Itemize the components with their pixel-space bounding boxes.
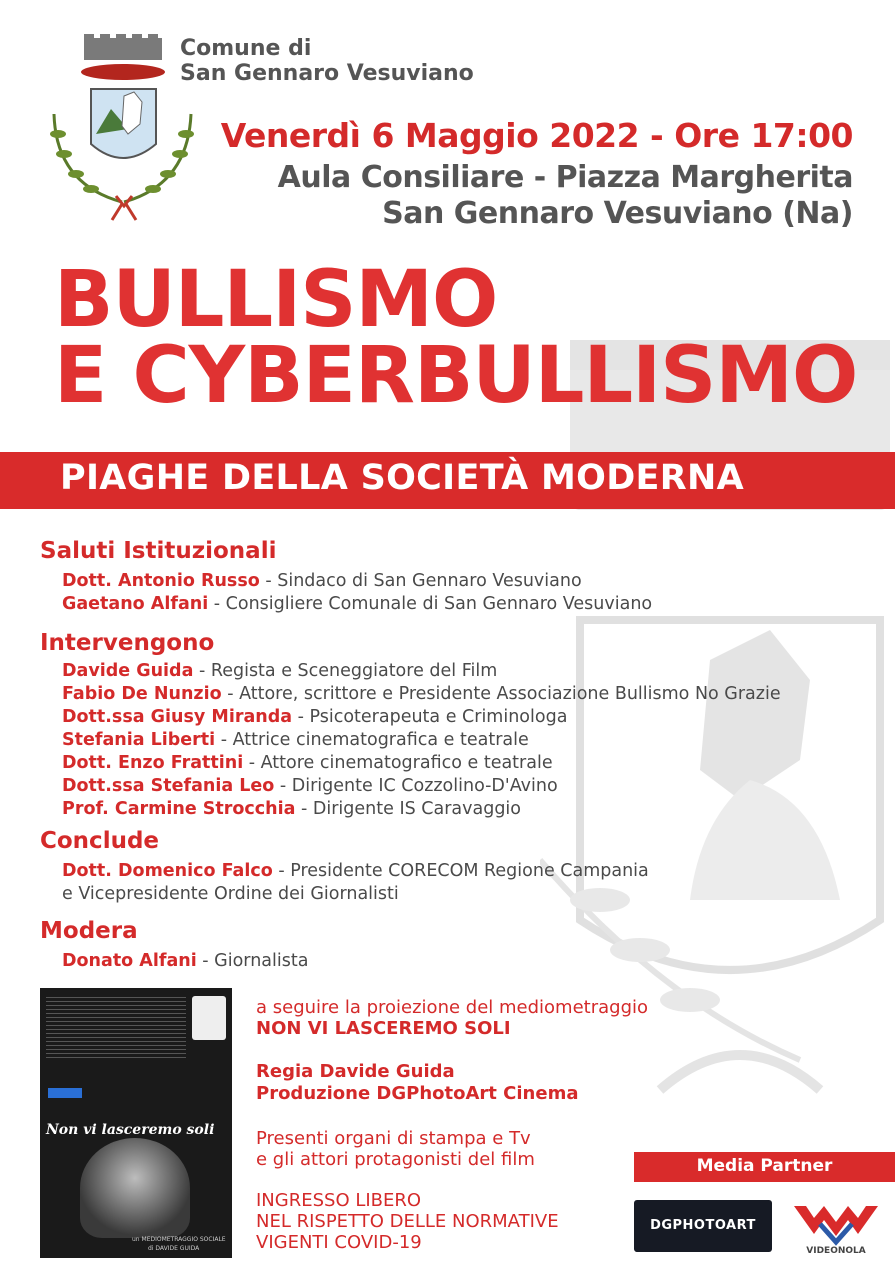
speaker-role: - Giornalista xyxy=(196,951,309,971)
speaker-name: Dott.ssa Giusy Miranda xyxy=(62,707,293,727)
speaker-name: Donato Alfani xyxy=(62,951,197,971)
speaker-line xyxy=(62,730,529,750)
speaker-role-continued: e Vicepresidente Ordine dei Giornalisti xyxy=(62,884,399,904)
speaker-line xyxy=(62,776,558,796)
event-place xyxy=(278,160,853,232)
poster-girl-image xyxy=(80,1138,190,1238)
speaker-role: - Presidente CORECOM Regione Campania xyxy=(272,861,649,881)
speaker-role: - Attore, scrittore e Presidente Associazione Bullismo No Grazie xyxy=(221,684,781,704)
title-line2: E CYBERBULLISMO xyxy=(54,331,858,421)
entry-line2: NEL RISPETTO DELLE NORMATIVE xyxy=(256,1211,559,1232)
videonola-logo-text: VIDEONOLA xyxy=(806,1246,866,1256)
press-line2: e gli attori protagonisti del film xyxy=(256,1149,535,1170)
speaker-role: - Attrice cinematografica e teatrale xyxy=(215,730,529,750)
dgphotoart-logo-text: DGPHOTOART xyxy=(650,1218,756,1233)
poster-caption2: di DAVIDE GUIDA xyxy=(148,1245,200,1252)
watermark-crest xyxy=(540,300,895,1200)
film-produzione: Produzione DGPhotoArt Cinema xyxy=(256,1083,579,1104)
speaker-name: Gaetano Alfani xyxy=(62,594,209,614)
screening-intro: a seguire la proiezione del mediometraggio xyxy=(256,997,649,1018)
poster-caption1: un MEDIOMETRAGGIO SOCIALE xyxy=(132,1236,226,1243)
section-intervengono-heading: Intervengono xyxy=(40,630,215,656)
speaker-line xyxy=(62,661,497,681)
speaker-role: - Regista e Sceneggiatore del Film xyxy=(193,661,498,681)
speaker-name: Davide Guida xyxy=(62,661,194,681)
speaker-line xyxy=(62,753,553,773)
film-regia: Regia Davide Guida xyxy=(256,1061,455,1082)
comune-crest-icon xyxy=(36,34,204,224)
comune-name xyxy=(180,36,474,86)
speaker-name: Dott. Antonio Russo xyxy=(62,571,260,591)
speaker-line xyxy=(62,571,582,591)
speaker-name: Dott.ssa Stefania Leo xyxy=(62,776,275,796)
poster-logo-icon xyxy=(192,996,226,1040)
entry-line1: INGRESSO LIBERO xyxy=(256,1190,422,1211)
poster-credits-block xyxy=(46,994,186,1060)
speaker-line xyxy=(62,951,308,971)
speaker-line xyxy=(62,799,521,819)
film-title: NON VI LASCEREMO SOLI xyxy=(256,1018,511,1039)
section-saluti-heading: Saluti Istituzionali xyxy=(40,538,277,564)
media-partner-label: Media Partner xyxy=(696,1156,833,1176)
speaker-name: Dott. Domenico Falco xyxy=(62,861,273,881)
speaker-line xyxy=(62,684,781,704)
speaker-line xyxy=(62,594,652,614)
speaker-role: - Psicoterapeuta e Criminologa xyxy=(292,707,568,727)
speaker-role: - Dirigente IS Caravaggio xyxy=(295,799,522,819)
poster-sponsor-logo-icon xyxy=(48,1088,82,1098)
speaker-name: Fabio De Nunzio xyxy=(62,684,222,704)
speaker-line xyxy=(62,707,567,727)
speaker-role: - Consigliere Comunale di San Gennaro Vesuviano xyxy=(208,594,653,614)
place-line1: Aula Consiliare - Piazza Margherita xyxy=(277,160,853,195)
speaker-role: - Attore cinematografico e teatrale xyxy=(243,753,553,773)
place-line2: San Gennaro Vesuviano (Na) xyxy=(382,196,853,231)
speaker-name: Dott. Enzo Frattini xyxy=(62,753,244,773)
speaker-name: Stefania Liberti xyxy=(62,730,216,750)
comune-line2: San Gennaro Vesuviano xyxy=(180,61,474,86)
section-conclude-heading: Conclude xyxy=(40,828,160,854)
poster-title: Non vi lasceremo soli xyxy=(46,1122,215,1138)
event-title xyxy=(54,255,858,421)
title-line1: BULLISMO xyxy=(54,255,498,345)
entry-line3: VIGENTI COVID-19 xyxy=(256,1232,422,1253)
press-line1: Presenti organi di stampa e Tv xyxy=(256,1128,531,1149)
speaker-name: Prof. Carmine Strocchia xyxy=(62,799,296,819)
event-date: Venerdì 6 Maggio 2022 - Ore 17:00 xyxy=(220,116,853,155)
event-subtitle: PIAGHE DELLA SOCIETÀ MODERNA xyxy=(60,458,744,498)
speaker-role: - Sindaco di San Gennaro Vesuviano xyxy=(259,571,582,591)
speaker-role: - Dirigente IC Cozzolino-D'Avino xyxy=(274,776,558,796)
film-poster xyxy=(40,988,232,1258)
comune-line1: Comune di xyxy=(180,36,312,61)
section-modera-heading: Modera xyxy=(40,918,138,944)
speaker-line xyxy=(62,861,649,881)
videonola-logo-icon xyxy=(790,1196,882,1256)
